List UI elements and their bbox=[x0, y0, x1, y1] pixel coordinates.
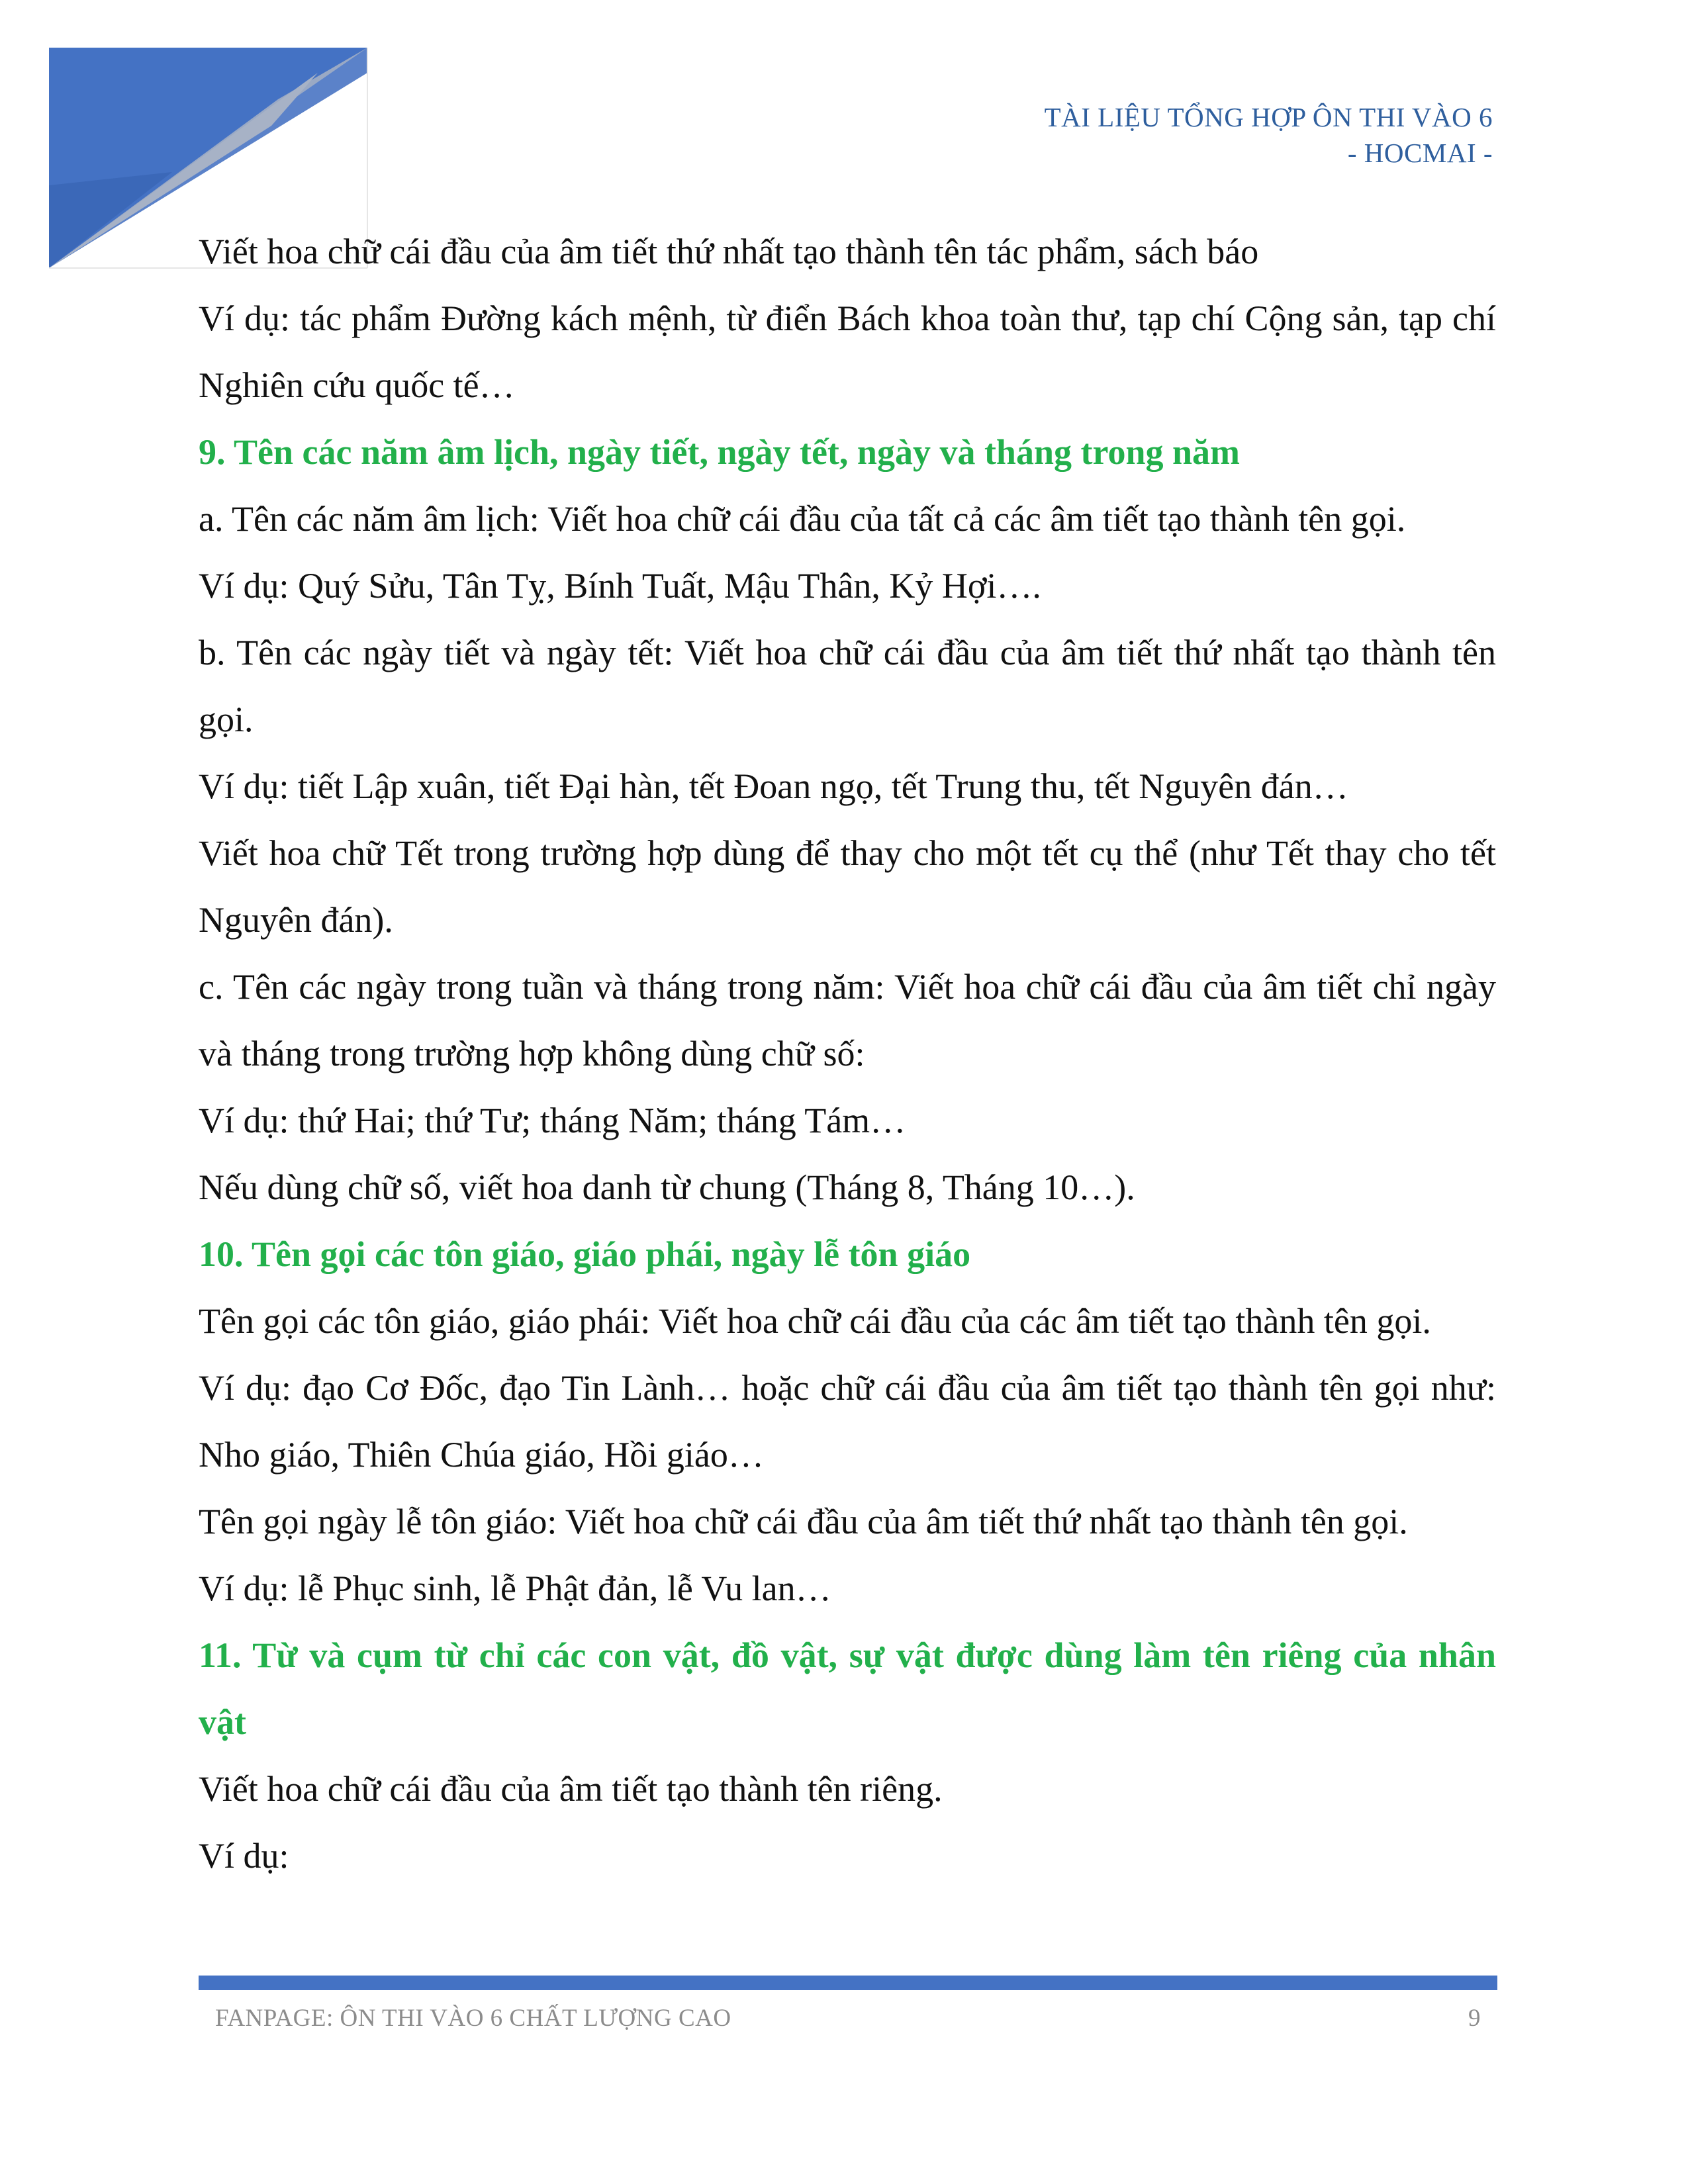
paragraph: b. Tên các ngày tiết và ngày tết: Viết hoa chữ cái đầu của âm tiết thứ nhất tạo thành tên gọi. bbox=[199, 633, 1496, 739]
paragraph: Tên gọi các tôn giáo, giáo phái: Viết hoa chữ cái đầu của các âm tiết tạo thành tên gọi. bbox=[199, 1301, 1431, 1341]
paragraph: Ví dụ: tiết Lập xuân, tiết Đại hàn, tết Đoan ngọ, tết Trung thu, tết Nguyên đán… bbox=[199, 766, 1348, 806]
section-heading-11: 11. Từ và cụm từ chỉ các con vật, đồ vật, sự vật được dùng làm tên riêng của nhân vật bbox=[199, 1635, 1496, 1742]
paragraph: Nếu dùng chữ số, viết hoa danh từ chung (Tháng 8, Tháng 10…). bbox=[199, 1167, 1135, 1207]
footer-divider-bar bbox=[199, 1976, 1497, 1990]
paragraph: a. Tên các năm âm lịch: Viết hoa chữ cái đầu của tất cả các âm tiết tạo thành tên gọi. bbox=[199, 499, 1406, 539]
header-title: TÀI LIỆU TỔNG HỢP ÔN THI VÀO 6 bbox=[1044, 102, 1493, 132]
paragraph: Tên gọi ngày lễ tôn giáo: Viết hoa chữ cái đầu của âm tiết thứ nhất tạo thành tên gọi. bbox=[199, 1502, 1408, 1541]
page-number: 9 bbox=[1468, 2005, 1481, 2032]
paragraph: Viết hoa chữ Tết trong trường hợp dùng để thay cho một tết cụ thể (như Tết thay cho tết Nguyên đán). bbox=[199, 833, 1496, 940]
paragraph: Ví dụ: bbox=[199, 1836, 289, 1876]
paragraph: Ví dụ: lễ Phục sinh, lễ Phật đản, lễ Vu lan… bbox=[199, 1569, 831, 1608]
section-heading-9: 9. Tên các năm âm lịch, ngày tiết, ngày tết, ngày và tháng trong năm bbox=[199, 432, 1241, 472]
paragraph: Viết hoa chữ cái đầu của âm tiết tạo thành tên riêng. bbox=[199, 1769, 943, 1809]
paragraph: Ví dụ: tác phẩm Đường kách mệnh, từ điển Bách khoa toàn thư, tạp chí Cộng sản, tạp chí Nghiên cứu quốc tế… bbox=[199, 298, 1496, 405]
paragraph: Ví dụ: Quý Sửu, Tân Tỵ, Bính Tuất, Mậu Thân, Kỷ Hợi…. bbox=[199, 566, 1041, 606]
paragraph: Ví dụ: đạo Cơ Đốc, đạo Tin Lành… hoặc chữ cái đầu của âm tiết tạo thành tên gọi như: Nho giáo, Thiên Chúa giáo, Hồi giáo… bbox=[199, 1368, 1496, 1475]
paragraph: Ví dụ: thứ Hai; thứ Tư; tháng Năm; tháng Tám… bbox=[199, 1101, 906, 1140]
document-header bbox=[1045, 99, 1493, 171]
footer-fanpage-text: FANPAGE: ÔN THI VÀO 6 CHẤT LƯỢNG CAO bbox=[215, 2005, 731, 2032]
paragraph: Viết hoa chữ cái đầu của âm tiết thứ nhất tạo thành tên tác phẩm, sách báo bbox=[199, 232, 1259, 271]
document-body bbox=[199, 218, 1496, 1889]
section-heading-10: 10. Tên gọi các tôn giáo, giáo phái, ngày lễ tôn giáo bbox=[199, 1234, 971, 1274]
paragraph: c. Tên các ngày trong tuần và tháng trong năm: Viết hoa chữ cái đầu của âm tiết chỉ ngày và tháng trong trường hợp không dùng chữ số: bbox=[199, 967, 1496, 1073]
header-subtitle: - HOCMAI - bbox=[1347, 138, 1493, 168]
